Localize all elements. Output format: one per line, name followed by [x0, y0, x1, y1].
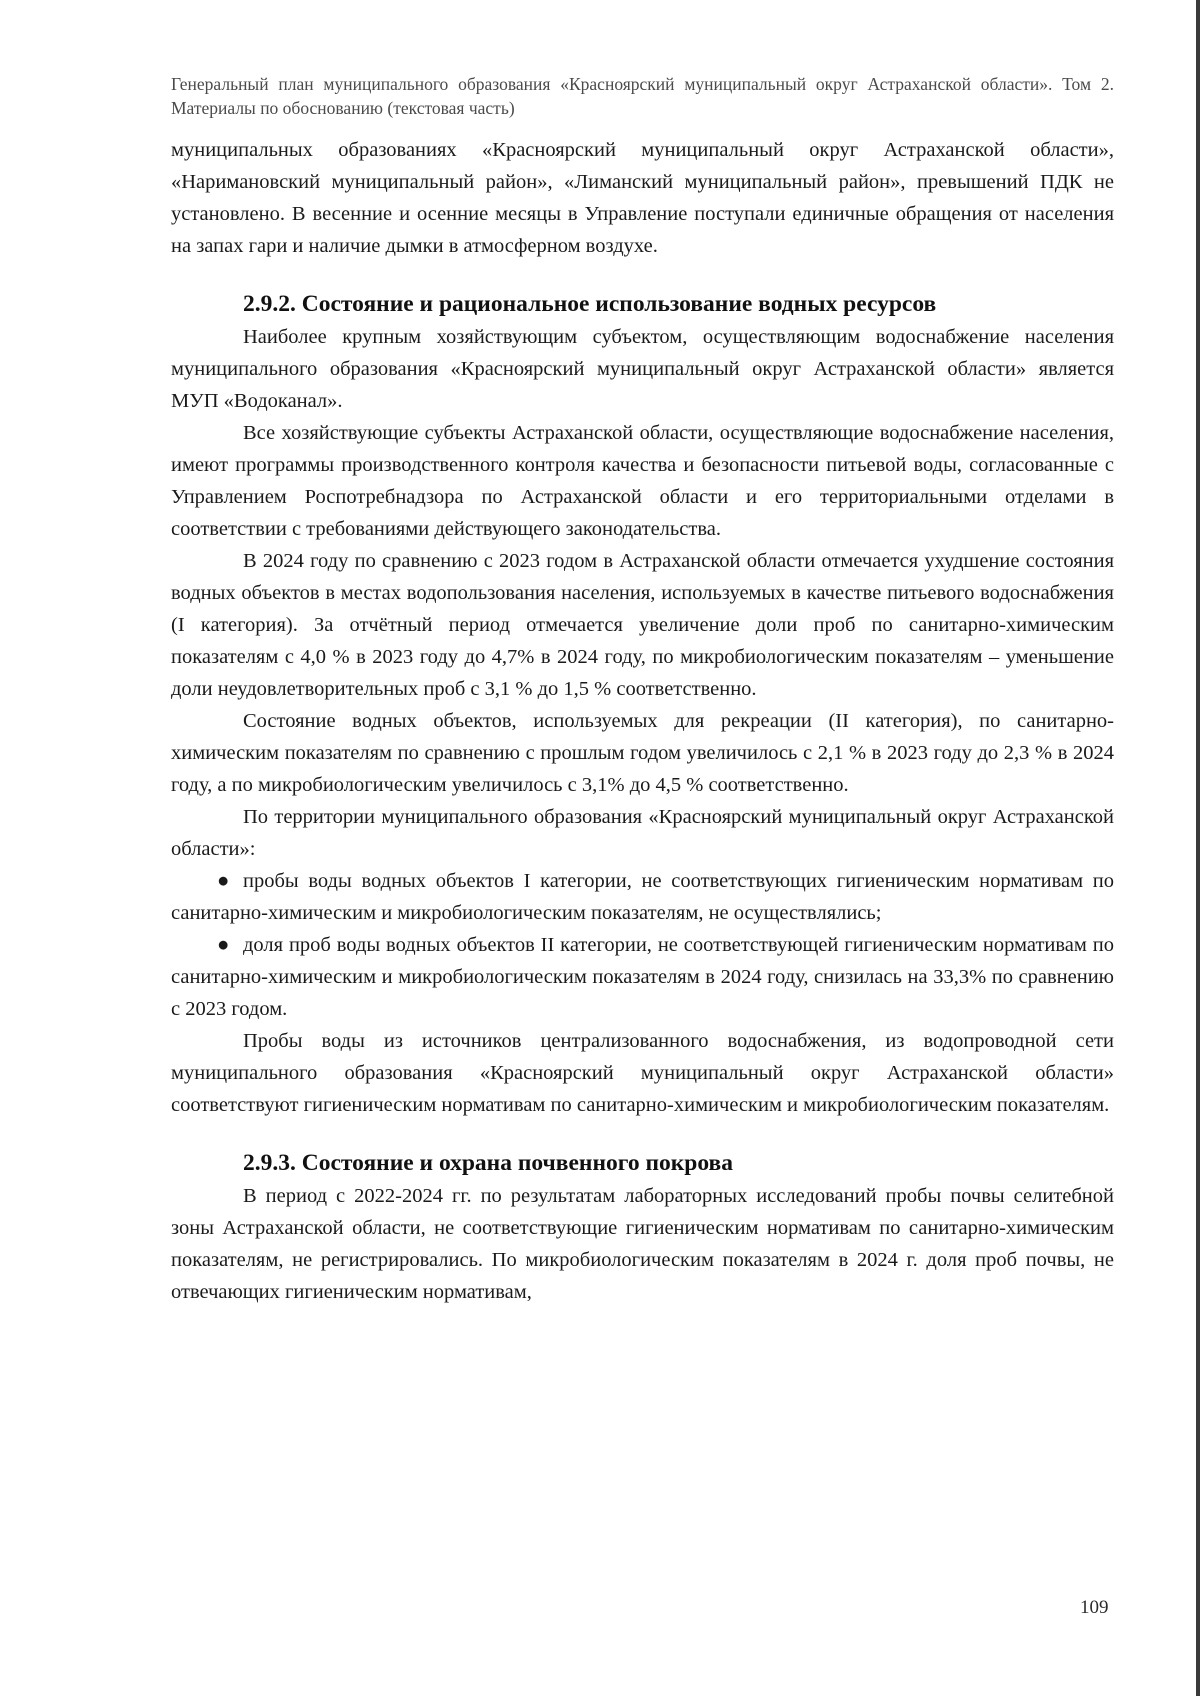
section-heading-2-9-2: 2.9.2. Состояние и рациональное использование водных ресурсов: [243, 291, 937, 317]
section-2-9-2-paragraph-2: Все хозяйствующие субъекты Астраханской области, осуществляющие водоснабжение населения, имеют программы производственного контроля качества и безопасности питьевой воды, согласованные с Управлением Роспотребнадзора по Астраханской области и его территориальными отделами в соответствии с требованиями действующего законодательства.: [171, 422, 1114, 540]
list-item-text: пробы воды водных объектов I категории, не соответствующих гигиеническим нормативам по санитарно-химическим и микробиологическим показателям, не осуществлялись;: [171, 870, 1114, 924]
list-item-text: доля проб воды водных объектов II категории, не соответствующей гигиеническим нормативам по санитарно-химическим и микробиологическим показателям в 2024 году, снизилась на 33,3% по сравнению с 2023 годом.: [171, 934, 1114, 1020]
running-header: Генеральный план муниципального образования «Красноярский муниципальный округ Астраханской области». Том 2. Материалы по обоснованию (текстовая часть): [171, 74, 1114, 118]
section-2-9-2-paragraph-1: Наиболее крупным хозяйствующим субъектом, осуществляющим водоснабжение населения муниципального образования «Красноярский муниципальный округ Астраханской области» является МУП «Водоканал».: [171, 326, 1114, 412]
section-2-9-2-paragraph-4: Состояние водных объектов, используемых для рекреации (II категория), по санитарно-химическим показателям по сравнению с прошлым годом увеличилось с 2,1 % в 2023 году до 2,3 % в 2024 году, а по микробиологическим увеличилось с 3,1% до 4,5 % соответственно.: [171, 710, 1114, 796]
document-page: [171, 72, 1114, 1308]
bullet-icon: ●: [217, 870, 230, 892]
intro-paragraph: муниципальных образованиях «Красноярский муниципальный округ Астраханской области», «Наримановский муниципальный район», «Лиманский муниципальный район», превышений ПДК не установлено. В весенние и осенние месяцы в Управление поступали единичные обращения от населения на запах гари и наличие дымки в атмосферном воздухе.: [171, 139, 1114, 257]
section-2-9-2-paragraph-6: Пробы воды из источников централизованного водоснабжения, из водопроводной сети муниципального образования «Красноярский муниципальный округ Астраханской области» соответствуют гигиеническим нормативам по санитарно-химическим и микробиологическим показателям.: [171, 1030, 1114, 1116]
bullet-list: [171, 865, 1114, 1025]
section-heading-2-9-3: 2.9.3. Состояние и охрана почвенного покрова: [243, 1150, 733, 1176]
list-item: [171, 865, 1114, 929]
section-2-9-2-paragraph-3: В 2024 году по сравнению с 2023 годом в Астраханской области отмечается ухудшение состояния водных объектов в местах водопользования населения, используемых в качестве питьевого водоснабжения (I категория). За отчётный период отмечается увеличение доли проб по санитарно-химическим показателям с 4,0 % в 2023 году до 4,7% в 2024 году, по микробиологическим показателям – уменьшение доли неудовлетворительных проб с 3,1 % до 1,5 % соответственно.: [171, 550, 1114, 700]
section-2-9-3-paragraph-1: В период с 2022-2024 гг. по результатам лабораторных исследований пробы почвы селитебной зоны Астраханской области, не соответствующие гигиеническим нормативам по санитарно-химическим показателям, не регистрировались. По микробиологическим показателям в 2024 г. доля проб почвы, не отвечающих гигиеническим нормативам,: [171, 1185, 1114, 1303]
list-item: [171, 929, 1114, 1025]
page-number: 109: [1080, 1597, 1109, 1618]
section-2-9-2-paragraph-5: По территории муниципального образования «Красноярский муниципальный округ Астраханской области»:: [171, 806, 1114, 860]
bullet-icon: ●: [217, 934, 230, 956]
page-right-edge: [1196, 0, 1200, 1696]
